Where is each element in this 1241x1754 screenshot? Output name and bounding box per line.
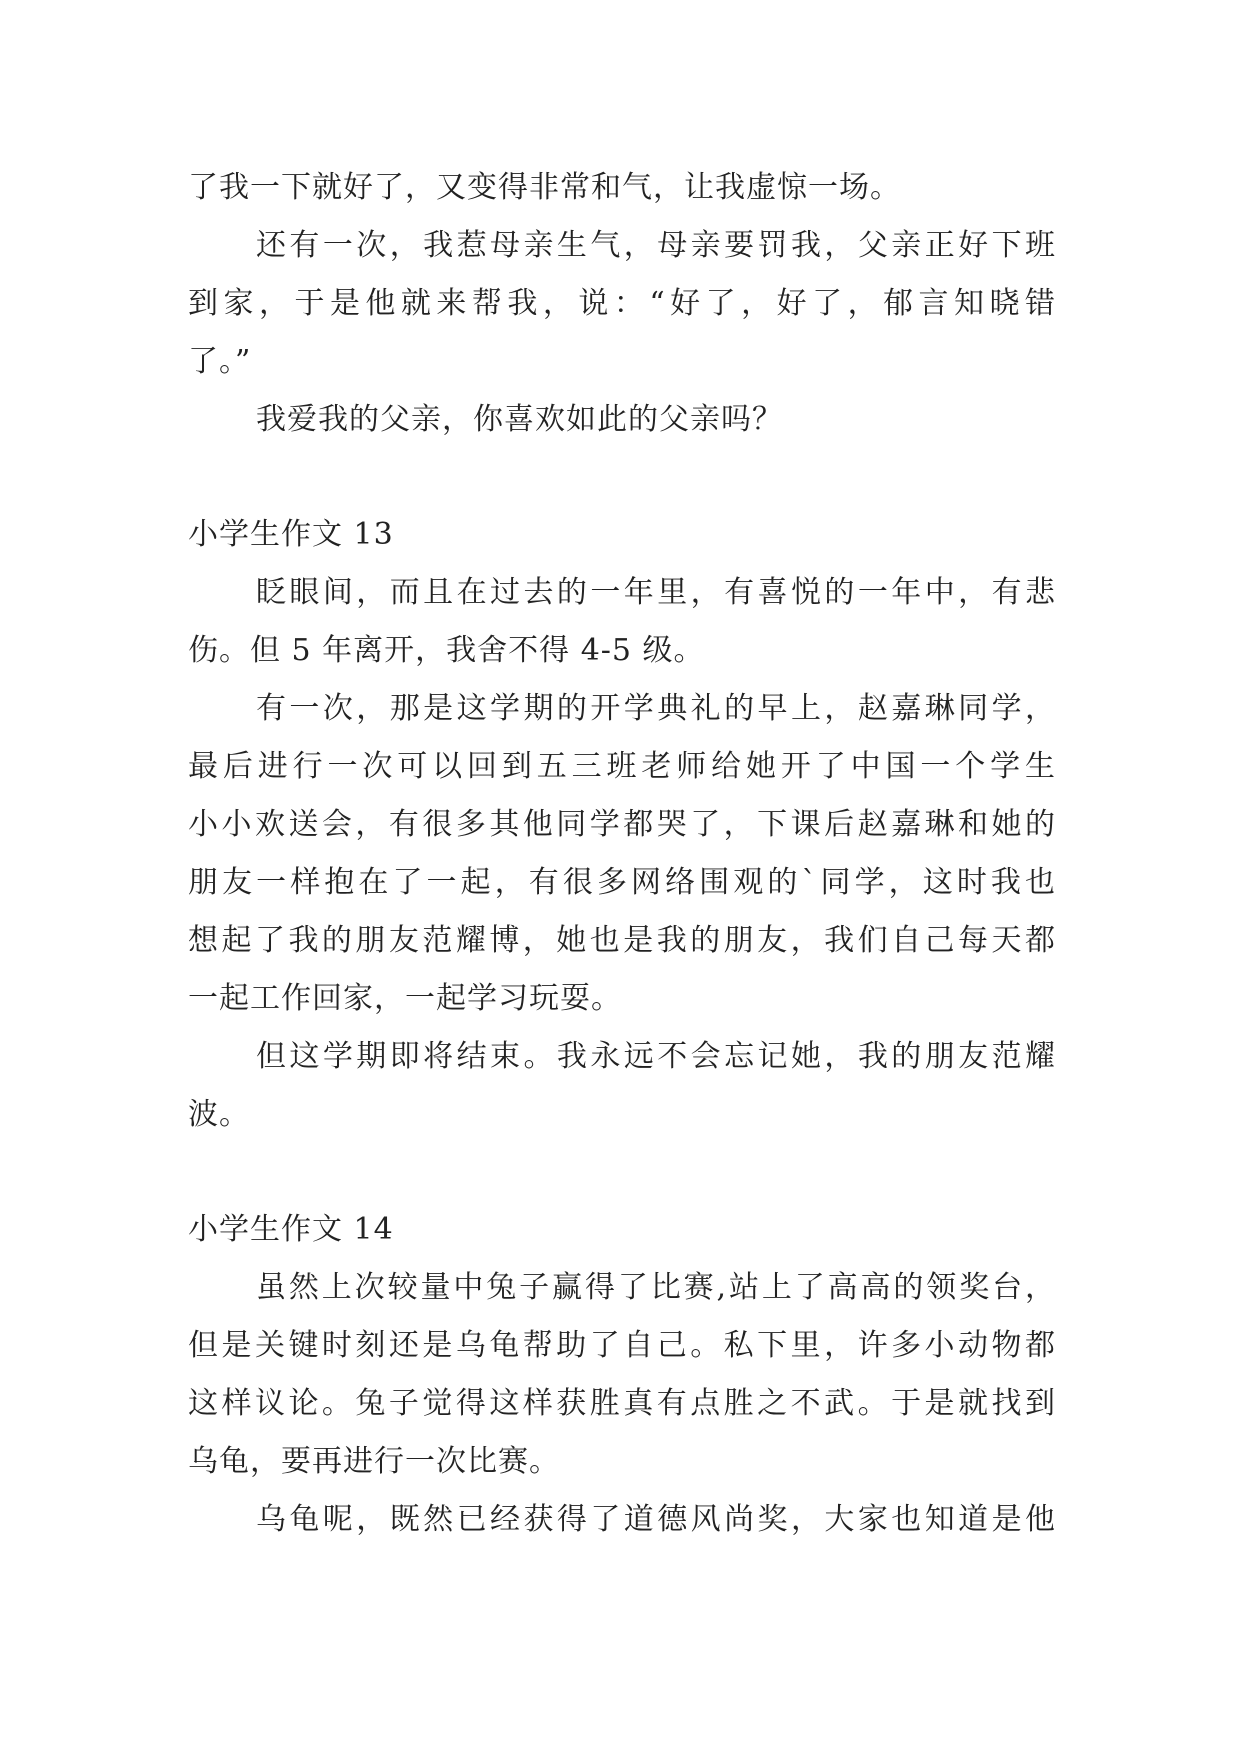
text-line: 波。 [188, 1097, 250, 1132]
text-line: 朋友一样抱在了一起，有很多网络围观的`同学，这时我也 [188, 865, 1056, 900]
text-line: 眨眼间，而且在过去的一年里，有喜悦的一年中，有悲 [256, 575, 1056, 610]
text-line: 小小欢送会，有很多其他同学都哭了，下课后赵嘉琳和她的 [188, 807, 1056, 842]
text-line: 这样议论。兔子觉得这样获胜真有点胜之不武。于是就找到 [188, 1386, 1056, 1421]
text-line: 最后进行一次可以回到五三班老师给她开了中国一个学生 [188, 749, 1056, 784]
text-line: 但这学期即将结束。我永远不会忘记她，我的朋友范耀 [256, 1039, 1056, 1074]
text-line: 我爱我的父亲，你喜欢如此的父亲吗？ [256, 402, 783, 437]
text-line: 乌龟呢，既然已经获得了道德风尚奖，大家也知道是他 [256, 1502, 1056, 1537]
text-line: 到家，于是他就来帮我，说：“好了，好了，郁言知晓错 [188, 286, 1056, 321]
text-line: 了我一下就好了，又变得非常和气，让我虚惊一场。 [188, 170, 901, 205]
text-line: 伤。但 5 年离开，我舍不得 4-5 级。 [188, 633, 705, 668]
text-line: 有一次，那是这学期的开学典礼的早上，赵嘉琳同学， [256, 691, 1056, 726]
text-line: 乌龟，要再进行一次比赛。 [188, 1444, 560, 1479]
section-heading: 小学生作文 14 [188, 1212, 394, 1247]
text-line: 虽然上次较量中兔子赢得了比赛,站上了高高的领奖台， [256, 1270, 1056, 1305]
section-heading: 小学生作文 13 [188, 517, 394, 552]
text-line: 还有一次，我惹母亲生气，母亲要罚我，父亲正好下班 [256, 228, 1056, 263]
text-line: 一起工作回家，一起学习玩耍。 [188, 981, 622, 1016]
text-line: 但是关键时刻还是乌龟帮助了自己。私下里，许多小动物都 [188, 1328, 1056, 1363]
text-line: 了。” [188, 344, 252, 379]
text-line: 想起了我的朋友范耀博，她也是我的朋友，我们自己每天都 [188, 923, 1056, 958]
